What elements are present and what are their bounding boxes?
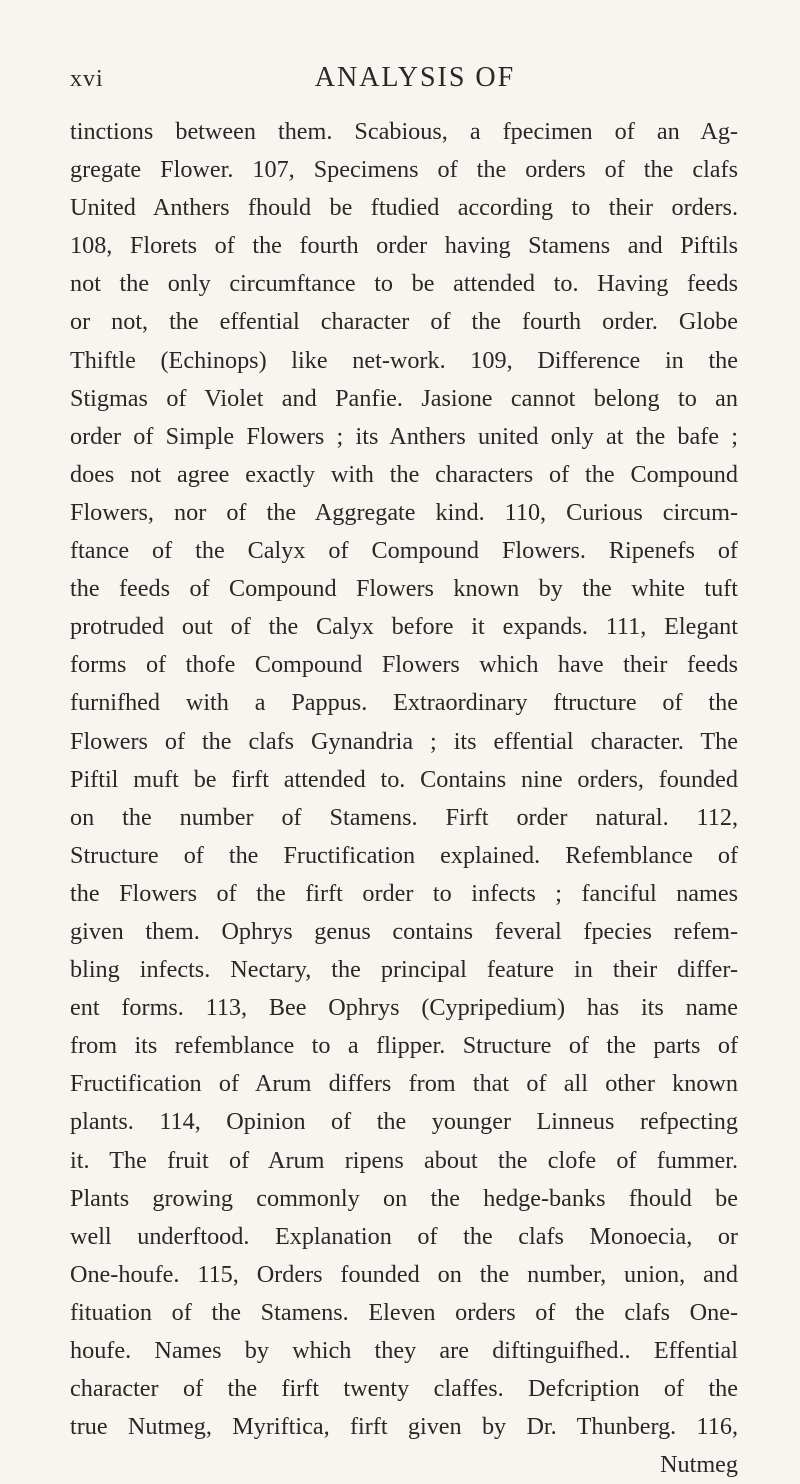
text-line: true Nutmeg, Myriftica, firft given by Dr. Thunberg. 116, (70, 1413, 738, 1441)
text-line: Stigmas of Violet and Panfie. Jasione cannot belong to an (70, 384, 738, 412)
text-line: or not, the effential character of the fourth order. Globe (70, 308, 738, 336)
text-line: forms of thofe Compound Flowers which have their feeds (70, 651, 738, 679)
text-line: 108, Florets of the fourth order having Stamens and Piftils (70, 232, 738, 260)
text-line: the feeds of Compound Flowers known by the white tuft (70, 575, 738, 603)
text-line: order of Simple Flowers ; its Anthers united only at the bafe ; (70, 422, 738, 450)
text-line: it. The fruit of Arum ripens about the clofe of fummer. (70, 1146, 738, 1174)
text-line: on the number of Stamens. Firft order natural. 112, (70, 803, 738, 831)
text-line: Fructification of Arum differs from that of all other known (70, 1070, 738, 1098)
text-line: ent forms. 113, Bee Ophrys (Cypripedium) has its name (70, 994, 738, 1022)
catchword: Nutmeg (660, 1451, 738, 1479)
text-line: the Flowers of the firft order to infects ; fanciful names (70, 879, 738, 907)
text-line: bling infects. Nectary, the principal feature in their differ- (70, 956, 738, 984)
text-line: Thiftle (Echinops) like net-work. 109, Difference in the (70, 346, 738, 374)
body-text (70, 113, 738, 1484)
text-line: not the only circumftance to be attended to. Having feeds (70, 270, 738, 298)
running-head (70, 62, 740, 102)
text-line: plants. 114, Opinion of the younger Linneus refpecting (70, 1108, 738, 1136)
text-line: tinctions between them. Scabious, a fpecimen of an Ag- (70, 118, 738, 145)
text-line: gregate Flower. 107, Specimens of the orders of the clafs (70, 156, 738, 184)
page-number: xvi (70, 66, 104, 92)
text-line: Piftil muft be firft attended to. Contains nine orders, founded (70, 765, 738, 793)
header-title: ANALYSIS OF (314, 62, 516, 93)
text-line: given them. Ophrys genus contains feveral fpecies refem- (70, 917, 738, 945)
text-line: Flowers, nor of the Aggregate kind. 110, Curious circum- (70, 498, 738, 526)
text-line: Flowers of the clafs Gynandria ; its effential character. The (70, 727, 738, 755)
text-line: United Anthers fhould be ftudied according to their orders. (70, 194, 738, 222)
text-line: houfe. Names by which they are diftinguifhed.. Effential (70, 1337, 738, 1364)
text-line: character of the firft twenty claffes. Defcription of the (70, 1375, 738, 1403)
text-line: furnifhed with a Pappus. Extraordinary ftructure of the (70, 689, 738, 717)
text-line: One-houfe. 115, Orders founded on the number, union, and (70, 1260, 738, 1288)
text-line: Structure of the Fructification explained. Refemblance of (70, 841, 738, 869)
text-line: Plants growing commonly on the hedge-banks fhould be (70, 1184, 738, 1212)
text-line: ftance of the Calyx of Compound Flowers. Ripenefs of (70, 537, 738, 565)
text-line: protruded out of the Calyx before it expands. 111, Elegant (70, 613, 738, 641)
text-line: well underftood. Explanation of the clafs Monoecia, or (70, 1222, 738, 1250)
text-line: fituation of the Stamens. Eleven orders of the clafs One- (70, 1298, 738, 1326)
text-line: from its refemblance to a flipper. Structure of the parts of (70, 1032, 738, 1060)
text-line: does not agree exactly with the characters of the Compound (70, 460, 738, 488)
